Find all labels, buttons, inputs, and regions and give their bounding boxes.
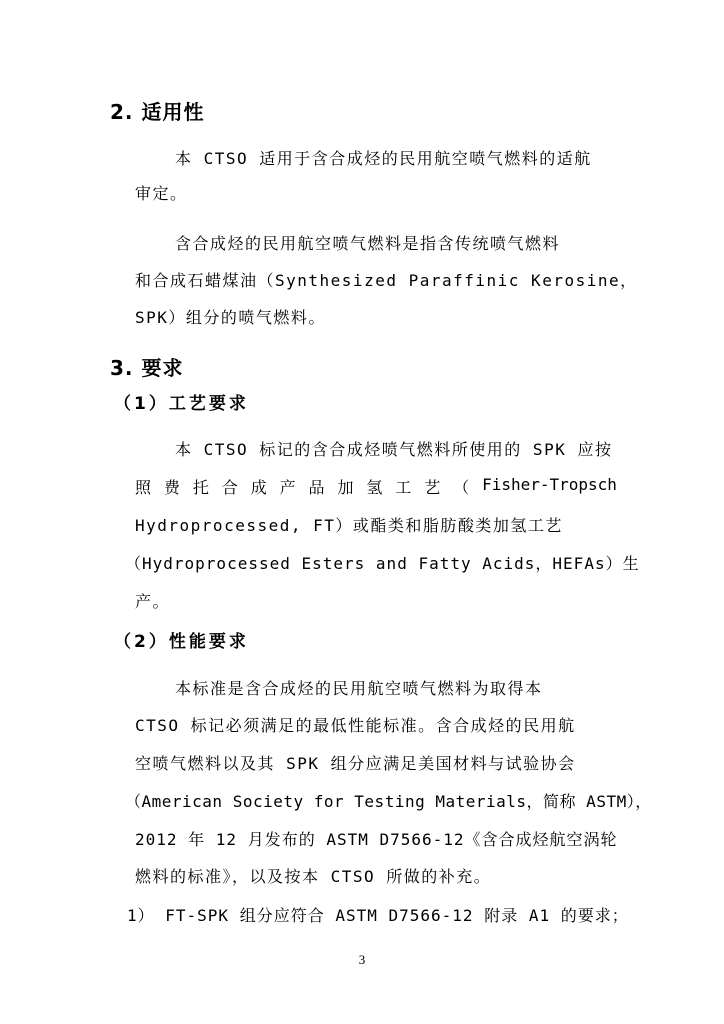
page-number: 3: [358, 952, 366, 967]
word: （: [453, 478, 470, 497]
paragraph-line: SPK）组分的喷气燃料。: [135, 308, 326, 327]
word: 照: [135, 478, 152, 497]
paragraph-line: 2012 年 12 月发布的 ASTM D7566-12《含合成烃航空涡轮: [135, 830, 618, 849]
word: 氢: [366, 478, 383, 497]
justified-paragraph-line: [135, 475, 617, 498]
word: 品: [308, 478, 325, 497]
section-3-heading: 3. 要求: [110, 356, 184, 380]
paragraph-line: 空喷气燃料以及其 SPK 组分应满足美国材料与试验协会: [135, 754, 576, 773]
word: 加: [337, 478, 354, 497]
paragraph-line: （American Society for Testing Materials，简称 ASTM），: [125, 792, 652, 811]
paragraph-line: 燃料的标准》，以及按本 CTSO 所做的补充。: [135, 867, 492, 886]
list-item: 1） FT-SPK 组分应符合 ASTM D7566-12 附录 A1 的要求；: [127, 906, 629, 925]
subsection-2-heading: （2）性能要求: [114, 632, 249, 652]
paragraph-line: 审定。: [135, 184, 188, 203]
word: 艺: [424, 478, 441, 497]
word: 合: [221, 478, 238, 497]
word: 产: [279, 478, 296, 497]
word: 托: [192, 478, 209, 497]
word: Fisher-Tropsch: [482, 475, 617, 494]
section-2-heading: 2. 适用性: [110, 100, 205, 124]
paragraph-line: 本标准是含合成烃的民用航空喷气燃料为取得本: [175, 679, 543, 698]
word: 成: [250, 478, 267, 497]
paragraph-line: CTSO 标记必须满足的最低性能标准。含合成烃的民用航: [135, 716, 576, 735]
word: 费: [163, 478, 180, 497]
paragraph-line: 和合成石蜡煤油（Synthesized Paraffinic Kerosine，: [135, 271, 638, 290]
paragraph-line: （Hydroprocessed Esters and Fatty Acids，HEFAs）生: [125, 554, 640, 573]
paragraph-line: 含合成烃的民用航空喷气燃料是指含传统喷气燃料: [175, 234, 561, 253]
subsection-1-heading: （1）工艺要求: [114, 394, 249, 414]
paragraph-line: 本 CTSO 标记的含合成烃喷气燃料所使用的 SPK 应按: [175, 440, 613, 459]
paragraph-line: 产。: [135, 592, 171, 611]
paragraph-line: 本 CTSO 适用于含合成烃的民用航空喷气燃料的适航: [175, 149, 592, 168]
paragraph-line: Hydroprocessed, FT）或酯类和脂肪酸类加氢工艺: [135, 516, 563, 535]
word: 工: [395, 478, 412, 497]
